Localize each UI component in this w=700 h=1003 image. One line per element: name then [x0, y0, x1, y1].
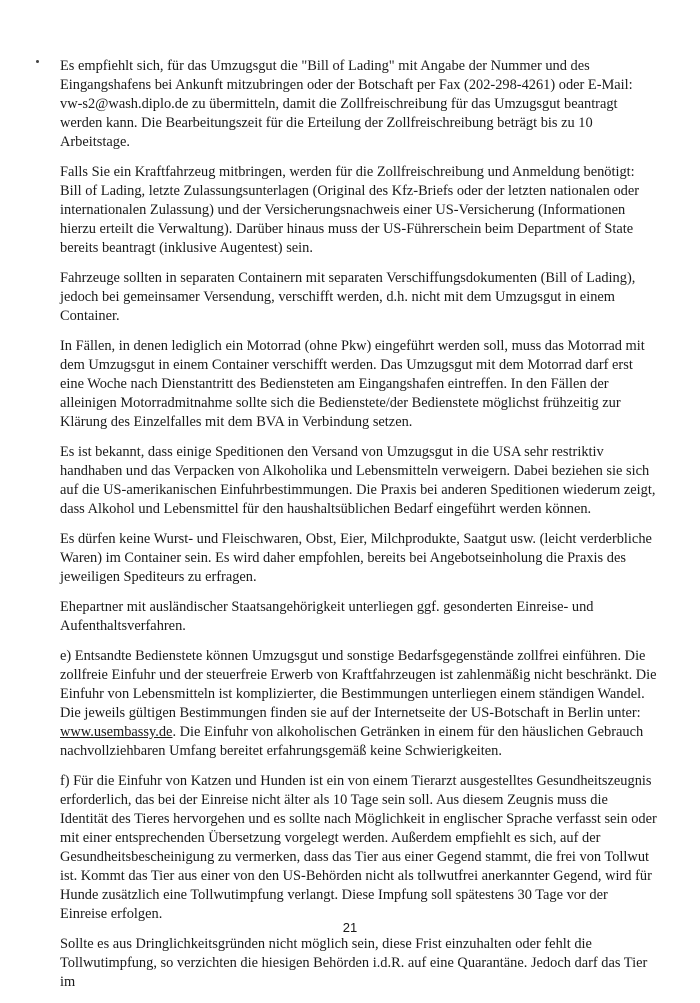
- paragraph-vehicle-documents: Falls Sie ein Kraftfahrzeug mitbringen, werden für die Zollfreischreibung und Anmeldung benötigt: Bill of Lading, letzte Zulassungsunterlagen (Original des Kfz-Briefs oder der letzten nationalen oder internationalen Zulassung) und der Versicherungsnachweis einer US-Versicherung (Informationen hierzu erteilt die Verwaltung). Darüber hinaus muss der US-Führerschein beim Department of State bereits beantragt (inklusive Augentest) sein.: [60, 164, 640, 256]
- page-number: 21: [342, 920, 358, 935]
- paragraph-rabies-exception: Sollte es aus Dringlichkeitsgründen nicht möglich sein, diese Frist einzuhalten oder fehlt die Tollwutimpfung, so verzichten die hiesigen Behörden i.d.R. auf eine Quarantäne. Jedoch darf das Tier im: [60, 936, 648, 990]
- paragraph-motorcycle: In Fällen, in denen lediglich ein Motorrad (ohne Pkw) eingeführt werden soll, muss das Motorrad mit dem Umzugsgut in einem Container verschifft werden. Das Umzugsgut mit dem Motorrad darf erst eine Woche nach Dienstantritt des Bediensteten am Eingangshafen eintreffen. In den Fällen der alleinigen Motorradmitnahme sollte sich die Bedienstete/der Bedienstete möglichst frühzeitig zur Klärung des Einzelfalles mit dem BVA in Verbindung setzen.: [60, 338, 645, 430]
- paragraph-spouses: Ehepartner mit ausländischer Staatsangehörigkeit unterliegen ggf. gesonderten Einreise- und Aufenthaltsverfahren.: [60, 599, 594, 634]
- paragraph-e-duty-free: [60, 647, 658, 761]
- usembassy-link[interactable]: www.usembassy.de: [60, 724, 173, 740]
- paragraph-perishables: Es dürfen keine Wurst- und Fleischwaren, Obst, Eier, Milchprodukte, Saatgut usw. (leicht verderbliche Waren) im Container sein. Es wird daher empfohlen, bereits bei Angebotseinholung die Praxis des jeweiligen Spediteurs zu erfragen.: [60, 531, 652, 585]
- paragraph-alcohol-food: Es ist bekannt, dass einige Speditionen den Versand von Umzugsgut in die USA sehr restriktiv handhaben und das Verpacken von Alkoholika und Lebensmitteln verweigern. Dabei beziehen sie sich auf die US-amerikanischen Einfuhrbestimmungen. Die Praxis bei anderen Speditionen wiederum zeigt, dass Alkohol und Lebensmittel für den haushaltsüblichen Bedarf eingeführt werden können.: [60, 444, 656, 517]
- paragraph-f-pets: f) Für die Einfuhr von Katzen und Hunden ist ein von einem Tierarzt ausgestelltes Gesundheitszeugnis erforderlich, das bei der Einreise nicht älter als 10 Tage sein soll. Aus diesem Zeugnis muss die Identität des Tieres hervorgehen und es sollte nach Möglichkeit in englischer Sprache verfasst sein oder mit einer entsprechenden Übersetzung vorgelegt werden. Außerdem empfiehlt es sich, auf der Gesundheitsbescheinigung zu vermerken, dass das Tier aus einer Gegend stammt, die frei von Tollwut ist. Kommt das Tier aus einer von den US-Behörden nicht als tollwutfrei anerkannter Gegend, wird für Hunde zusätzlich eine Tollwutimpfung verlangt. Diese Impfung soll spätestens 30 Tage vor der Einreise erfolgen.: [60, 773, 657, 922]
- paragraph-vehicle-containers: Fahrzeuge sollten in separaten Containern mit separaten Verschiffungsdokumenten (Bill of Lading), jedoch bei gemeinsamer Versendung, verschifft werden, d.h. nicht mit dem Umzugsgut in einem Container.: [60, 270, 636, 324]
- paragraph-e-text-start: e) Entsandte Bedienstete können Umzugsgut und sonstige Bedarfsgegenstände zollfrei einführen. Die zollfreie Einfuhr und der steuerfreie Erwerb von Kraftfahrzeugen ist zahlenmäßig nicht beschränkt. Die Einfuhr von Lebensmitteln ist komplizierter, die Bestimmungen unterliegen einem ständigen Wandel. Die jeweils gültigen Bestimmungen finden sie auf der Internetseite der US-Botschaft in Berlin unter:: [60, 648, 657, 721]
- paragraph-bill-of-lading: Es empfiehlt sich, für das Umzugsgut die "Bill of Lading" mit Angabe der Nummer und des Eingangshafens bei Ankunft mitzubringen oder der Botschaft per Fax (202-298-4261) oder E-Mail: vw-s2@wash.diplo.de zu übermitteln, damit die Zollfreischreibung für das Umzugsgut beantragt werden kann. Die Bearbeitungszeit für die Erteilung der Zollfreischreibung beträgt bis zu 10 Arbeitstage.: [60, 58, 633, 150]
- margin-mark: [36, 60, 39, 63]
- paragraph-e-text-end: . Die Einfuhr von alkoholischen Getränken in einem für den häuslichen Gebrauch nachvollziehbaren Umfang bereitet erfahrungsgemäß keine Schwierigkeiten.: [60, 724, 644, 759]
- document-body: [60, 57, 658, 1003]
